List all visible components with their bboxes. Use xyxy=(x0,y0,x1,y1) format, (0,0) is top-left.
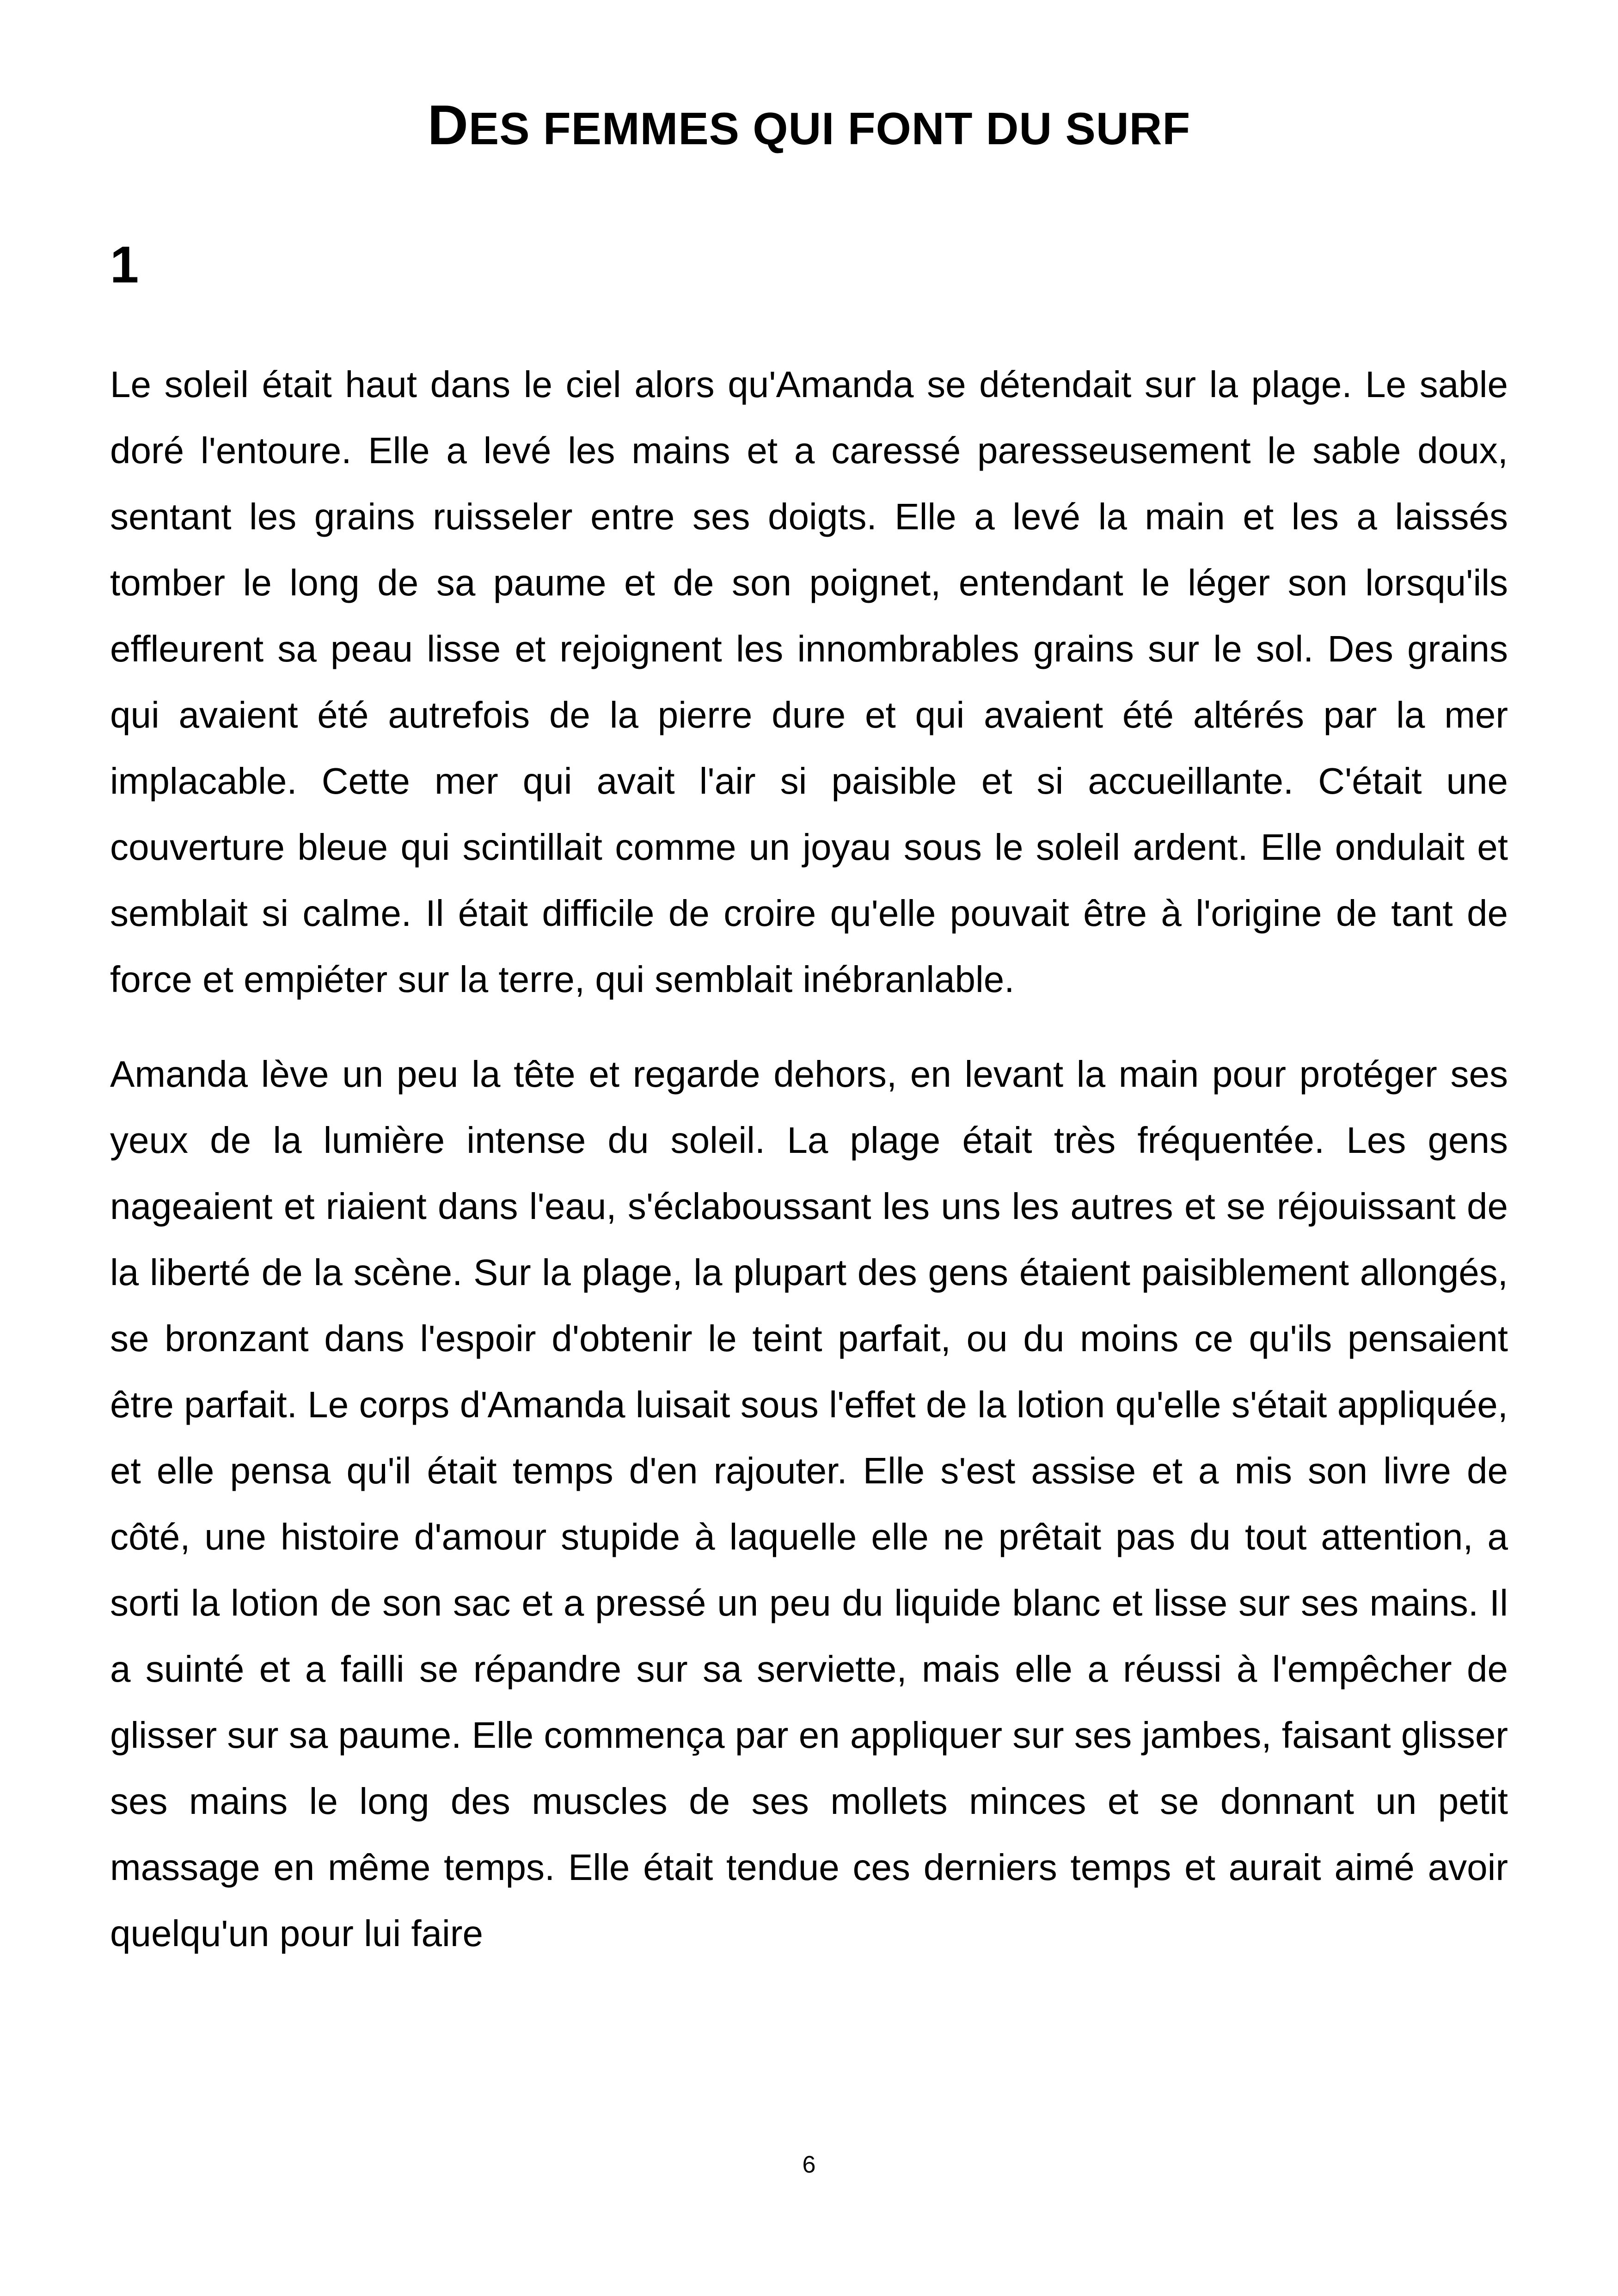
paragraph-1: Le soleil était haut dans le ciel alors qu'Amanda se détendait sur la plage. Le sable doré l'entoure. Elle a levé les mains et a caressé paresseusement le sable doux, sentant les grains ruisseler entre ses doigts. Elle a levé la main et les a laissés tomber le long de sa paume et de son poignet, entendant le léger son lorsqu'ils effleurent sa peau lisse et rejoignent les innombrables grains sur le sol. Des grains qui avaient été autrefois de la pierre dure et qui avaient été altérés par la mer implacable. Cette mer qui avait l'air si paisible et si accueillante. C'était une couverture bleue qui scintillait comme un joyau sous le soleil ardent. Elle ondulait et semblait si calme. Il était difficile de croire qu'elle pouvait être à l'origine de tant de force et empiéter sur la terre, qui semblait inébranlable. xyxy=(110,364,1508,1000)
paragraph-2: Amanda lève un peu la tête et regarde dehors, en levant la main pour protéger ses yeux de la lumière intense du soleil. La plage était très fréquentée. Les gens nageaient et riaient dans l'eau, s'éclaboussant les uns les autres et se réjouissant de la liberté de la scène. Sur la plage, la plupart des gens étaient paisiblement allongés, se bronzant dans l'espoir d'obtenir le teint parfait, ou du moins ce qu'ils pensaient être parfait. Le corps d'Amanda luisait sous l'effet de la lotion qu'elle s'était appliquée, et elle pensa qu'il était temps d'en rajouter. Elle s'est assise et a mis son livre de côté, une histoire d'amour stupide à laquelle elle ne prêtait pas du tout attention, a sorti la lotion de son sac et a pressé un peu du liquide blanc et lisse sur ses mains. Il a suinté et a failli se répandre sur sa serviette, mais elle a réussi à l'empêcher de glisser sur sa paume. Elle commença par en appliquer sur ses jambes, faisant glisser ses mains le long des muscles de ses mollets minces et se donnant un petit massage en même temps. Elle était tendue ces derniers temps et aurait aimé avoir quelqu'un pour lui faire xyxy=(110,1053,1508,1954)
page-number: 6 xyxy=(802,2151,816,2178)
chapter-title xyxy=(0,92,1618,161)
chapter-title-rest: ES FEMMES QUI FONT DU SURF xyxy=(468,103,1191,154)
chapter-number: 1 xyxy=(110,236,139,294)
body-text xyxy=(110,351,1508,1966)
chapter-title-initial: D xyxy=(427,93,469,156)
